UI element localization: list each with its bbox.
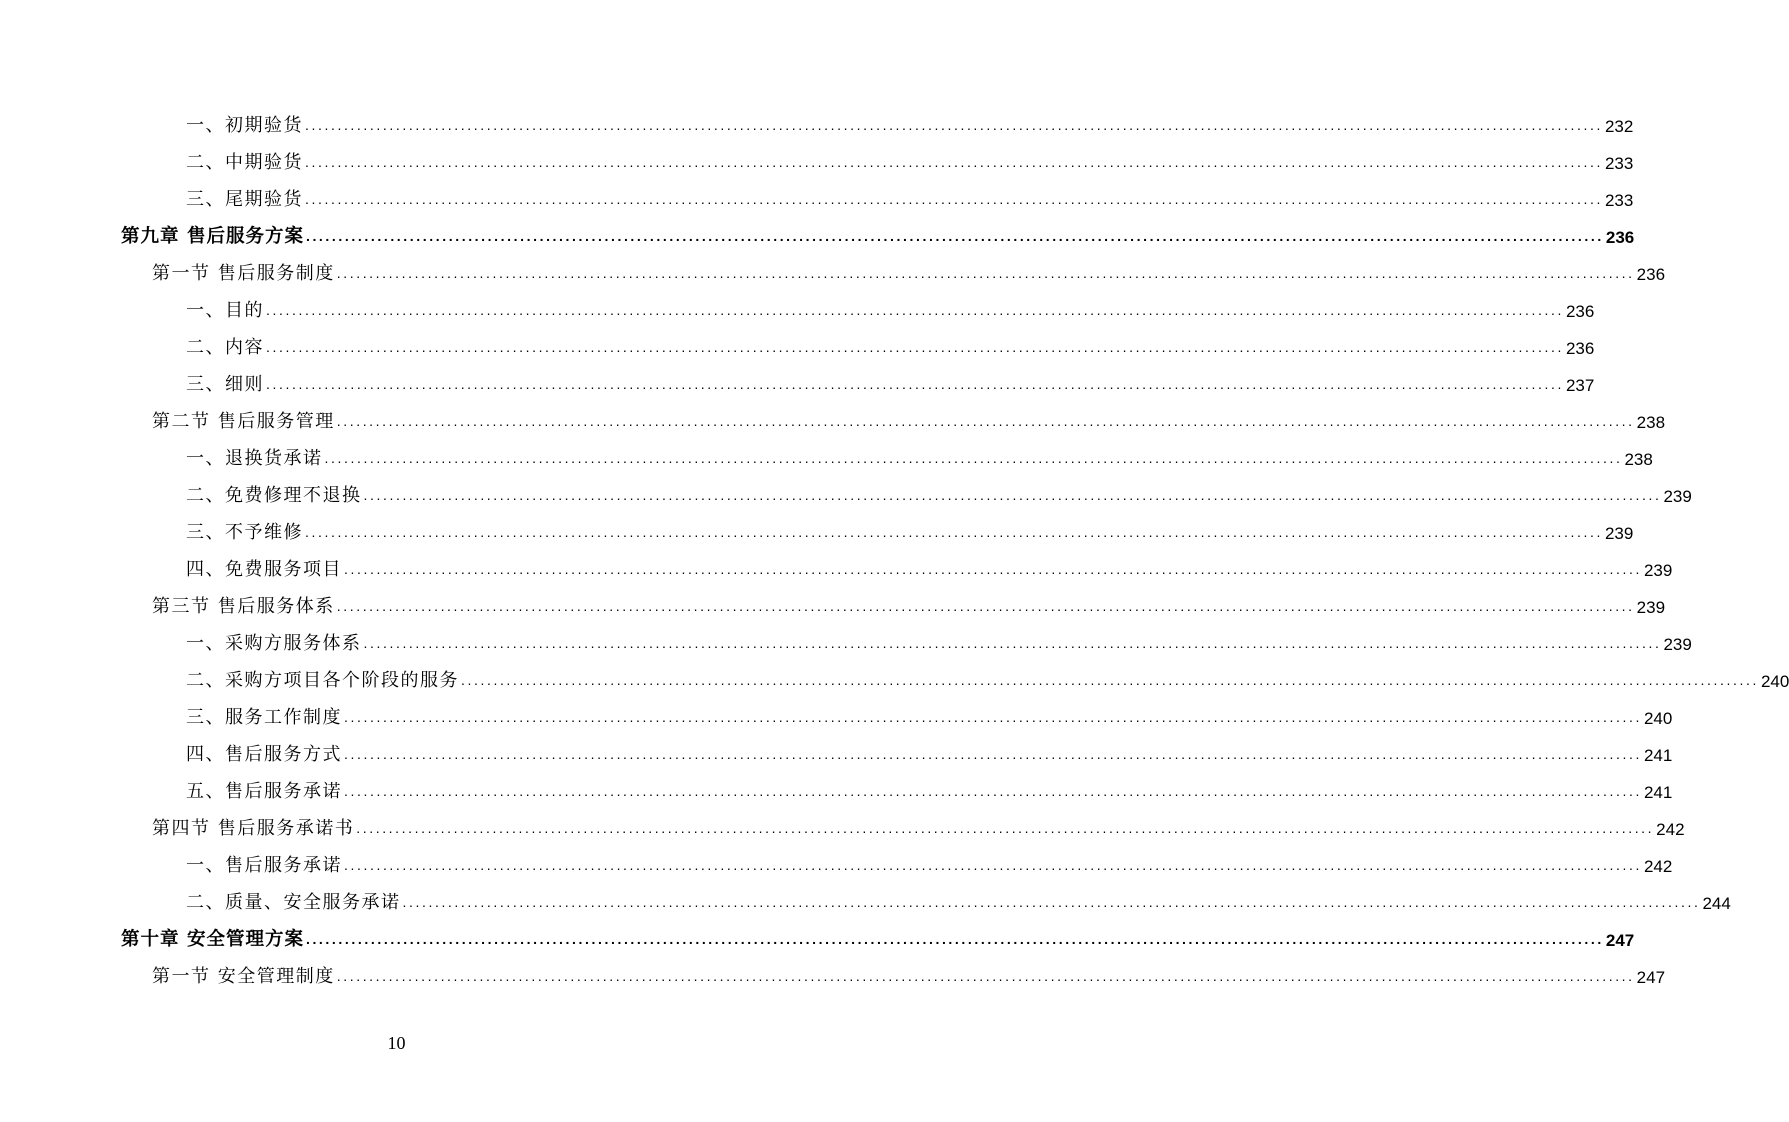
toc-leader-dots: ........................................................................................................................................................................................................ <box>266 376 1564 392</box>
toc-entry-page: 236 <box>1565 339 1595 358</box>
toc-entry[interactable] <box>186 359 1595 396</box>
toc-entry[interactable] <box>186 507 1634 544</box>
toc-entry-page: 247 <box>1636 968 1666 987</box>
toc-entry-page: 239 <box>1604 524 1634 543</box>
toc-entry[interactable] <box>186 174 1634 211</box>
toc-entry-label: 二、中期验货 <box>186 152 303 173</box>
toc-entry-page: 247 <box>1605 931 1635 950</box>
page-number: 10 <box>387 1033 406 1053</box>
toc-entry-page: 239 <box>1663 487 1692 506</box>
toc-entry-label: 三、细则 <box>186 374 264 395</box>
toc-leader-dots: ........................................................................................................................................................................................................ <box>356 820 1655 836</box>
toc-entry-label: 四、售后服务方式 <box>186 744 342 765</box>
toc-entry-page: 240 <box>1760 672 1789 691</box>
toc-entry-label: 四、免费服务项目 <box>186 559 342 580</box>
toc-leader-dots: ........................................................................................................................................................................................................ <box>305 191 1603 207</box>
toc-entry-chapter[interactable] <box>121 914 1635 951</box>
toc-entry-page: 233 <box>1604 191 1634 210</box>
toc-leader-dots: ........................................................................................................................................................................................................ <box>344 857 1642 873</box>
toc-entry[interactable] <box>186 544 1673 581</box>
toc-entry[interactable] <box>186 470 1692 507</box>
toc-entry-section[interactable] <box>152 396 1666 433</box>
toc-entry[interactable] <box>186 877 1731 914</box>
toc-entry-page: 239 <box>1643 561 1673 580</box>
toc-entry-label: 一、目的 <box>186 300 264 321</box>
toc-entry-page: 242 <box>1656 820 1685 839</box>
toc-entry-label: 第二节 售后服务管理 <box>152 411 335 432</box>
toc-leader-dots: ........................................................................................................................................................................................................ <box>402 894 1701 910</box>
toc-entry[interactable] <box>186 137 1634 174</box>
toc-leader-dots: ........................................................................................................................................................................................................ <box>305 154 1603 170</box>
toc-leader-dots: ........................................................................................................................................................................................................ <box>266 302 1564 318</box>
toc-leader-dots: ........................................................................................................................................................................................................ <box>305 524 1603 540</box>
toc-entry-page: 236 <box>1565 302 1595 321</box>
toc-entry[interactable] <box>186 322 1595 359</box>
toc-leader-dots: ........................................................................................................................................................................................................ <box>344 709 1642 725</box>
toc-entry-page: 238 <box>1624 450 1653 469</box>
toc-entry[interactable] <box>186 840 1673 877</box>
toc-leader-dots: ........................................................................................................................................................................................................ <box>336 413 1635 429</box>
toc-entry-label: 三、尾期验货 <box>186 189 303 210</box>
toc-entry-page: 244 <box>1702 894 1731 913</box>
toc-entry-chapter[interactable] <box>121 211 1635 248</box>
toc-leader-dots: ........................................................................................................................................................................................................ <box>363 487 1662 503</box>
toc-entry[interactable] <box>186 655 1789 692</box>
toc-leader-dots: ........................................................................................................................................................................................................ <box>344 561 1642 577</box>
toc-leader-dots: ........................................................................................................................................................................................................ <box>305 931 1604 947</box>
toc-entry-label: 第九章 售后服务方案 <box>121 226 304 247</box>
toc-entry-page: 232 <box>1604 117 1634 136</box>
toc-entry-label: 二、采购方项目各个阶段的服务 <box>186 670 459 691</box>
toc-entry-page: 236 <box>1636 265 1666 284</box>
toc-entry-page: 241 <box>1643 783 1673 802</box>
toc-entry[interactable] <box>186 729 1673 766</box>
toc-entry-page: 240 <box>1643 709 1673 728</box>
toc-leader-dots: ........................................................................................................................................................................................................ <box>363 635 1662 651</box>
toc-entry-page: 236 <box>1605 228 1635 247</box>
toc-entry[interactable] <box>186 285 1595 322</box>
toc-leader-dots: ........................................................................................................................................................................................................ <box>344 746 1642 762</box>
toc-entry-page: 238 <box>1636 413 1666 432</box>
toc-entry-label: 五、售后服务承诺 <box>186 781 342 802</box>
toc-entry-page: 233 <box>1604 154 1634 173</box>
toc-entry[interactable] <box>186 100 1634 137</box>
toc-entry-label: 第十章 安全管理方案 <box>121 929 304 950</box>
toc-entry-page: 239 <box>1663 635 1692 654</box>
toc-leader-dots: ........................................................................................................................................................................................................ <box>336 968 1635 984</box>
toc-entry[interactable] <box>186 433 1653 470</box>
toc-leader-dots: ........................................................................................................................................................................................................ <box>305 228 1604 244</box>
toc-entry-label: 三、不予维修 <box>186 522 303 543</box>
toc-entry[interactable] <box>186 618 1692 655</box>
toc-entry-label: 一、售后服务承诺 <box>186 855 342 876</box>
toc-entry-section[interactable] <box>152 581 1666 618</box>
toc-leader-dots: ........................................................................................................................................................................................................ <box>336 598 1635 614</box>
toc-entry-label: 第一节 售后服务制度 <box>152 263 335 284</box>
toc-leader-dots: ........................................................................................................................................................................................................ <box>336 265 1635 281</box>
toc-leader-dots: ........................................................................................................................................................................................................ <box>461 672 1759 688</box>
toc-entry-label: 第一节 安全管理制度 <box>152 966 335 987</box>
toc-entry-label: 第四节 售后服务承诺书 <box>152 818 355 839</box>
toc-entry-label: 一、采购方服务体系 <box>186 633 362 654</box>
toc-entry-section[interactable] <box>152 803 1685 840</box>
toc-entry-label: 一、退换货承诺 <box>186 448 323 469</box>
toc-entry-page: 239 <box>1636 598 1666 617</box>
toc-entry-label: 二、质量、安全服务承诺 <box>186 892 401 913</box>
toc-leader-dots: ........................................................................................................................................................................................................ <box>266 339 1564 355</box>
toc-entry-page: 241 <box>1643 746 1673 765</box>
toc-entry-section[interactable] <box>152 248 1666 285</box>
toc-entry-label: 二、免费修理不退换 <box>186 485 362 506</box>
toc-entry-label: 三、服务工作制度 <box>186 707 342 728</box>
toc-entry[interactable] <box>186 766 1673 803</box>
toc-leader-dots: ........................................................................................................................................................................................................ <box>305 117 1603 133</box>
toc-entry-label: 二、内容 <box>186 337 264 358</box>
toc-entry-page: 237 <box>1565 376 1595 395</box>
toc-entry-label: 一、初期验货 <box>186 115 303 136</box>
toc-entry[interactable] <box>186 692 1673 729</box>
toc-leader-dots: ........................................................................................................................................................................................................ <box>324 450 1623 466</box>
toc-entry-page: 242 <box>1643 857 1673 876</box>
toc-leader-dots: ........................................................................................................................................................................................................ <box>344 783 1642 799</box>
toc-entry-label: 第三节 售后服务体系 <box>152 596 335 617</box>
toc-entry-section[interactable] <box>152 951 1666 988</box>
